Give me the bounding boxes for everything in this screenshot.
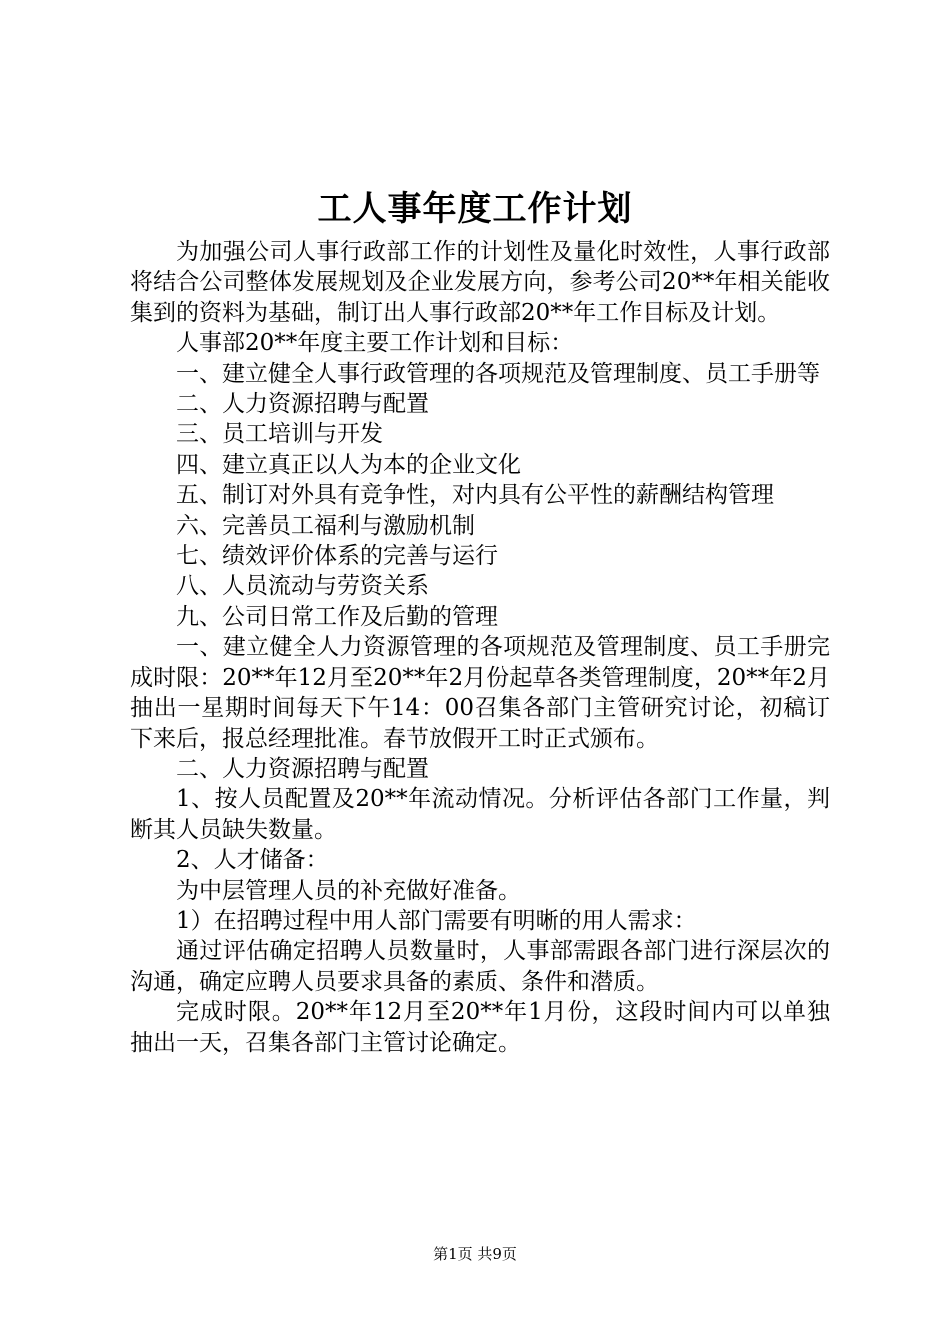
document-body [130, 237, 830, 1058]
paragraph-section-2-heading: 二、人力资源招聘与配置 [176, 755, 429, 782]
paragraph-goals-heading: 人事部20**年度主要工作计划和目标： [176, 330, 574, 357]
paragraph-goal-6: 六、完善员工福利与激励机制 [176, 512, 475, 539]
paragraph-goal-3: 三、员工培训与开发 [176, 421, 383, 448]
paragraph-goal-1: 一、建立健全人事行政管理的各项规范及管理制度、员工手册等 [176, 360, 820, 387]
paragraph-talent-reserve: 2、人才储备： [176, 847, 329, 874]
paragraph-goal-9: 九、公司日常工作及后勤的管理 [176, 603, 498, 630]
paragraph-section-2-item-1: 1、按人员配置及20**年流动情况。分析评估各部门工作量，判断其人员缺失数量。 [130, 786, 830, 843]
paragraph-intro: 为加强公司人事行政部工作的计划性及量化时效性，人事行政部将结合公司整体发展规划及企业发展方向，参考公司20**年相关能收集到的资料为基础，制订出人事行政部20**年工作目标及计划。 [130, 239, 830, 326]
paragraph-section-1: 一、建立健全人力资源管理的各项规范及管理制度、员工手册完成时限：20**年12月至20**年2月份起草各类管理制度，20**年2月抽出一星期时间每天下午14：00召集各部门主管研究讨论，初稿订下来后，报总经理批准。春节放假开工时正式颁布。 [130, 634, 830, 752]
paragraph-recruit-demand: 1）在招聘过程中用人部门需要有明晰的用人需求： [176, 907, 697, 934]
paragraph-goal-4: 四、建立真正以人为本的企业文化 [176, 451, 521, 478]
page-footer: 第1页 共9页 [433, 1245, 517, 1263]
paragraph-deadline: 完成时限。20**年12月至20**年1月份，这段时间内可以单独抽出一天，召集各部门主管讨论确定。 [130, 999, 830, 1056]
paragraph-middle-management: 为中层管理人员的补充做好准备。 [176, 877, 521, 904]
paragraph-goal-7: 七、绩效评价体系的完善与运行 [176, 543, 498, 570]
paragraph-evaluation: 通过评估确定招聘人员数量时，人事部需跟各部门进行深层次的沟通，确定应聘人员要求具备的素质、条件和潜质。 [130, 938, 830, 995]
document-title: 工人事年度工作计划 [317, 189, 633, 229]
paragraph-goal-8: 八、人员流动与劳资关系 [176, 573, 429, 600]
paragraph-goal-5: 五、制订对外具有竞争性，对内具有公平性的薪酬结构管理 [176, 482, 774, 509]
paragraph-goal-2: 二、人力资源招聘与配置 [176, 391, 429, 418]
